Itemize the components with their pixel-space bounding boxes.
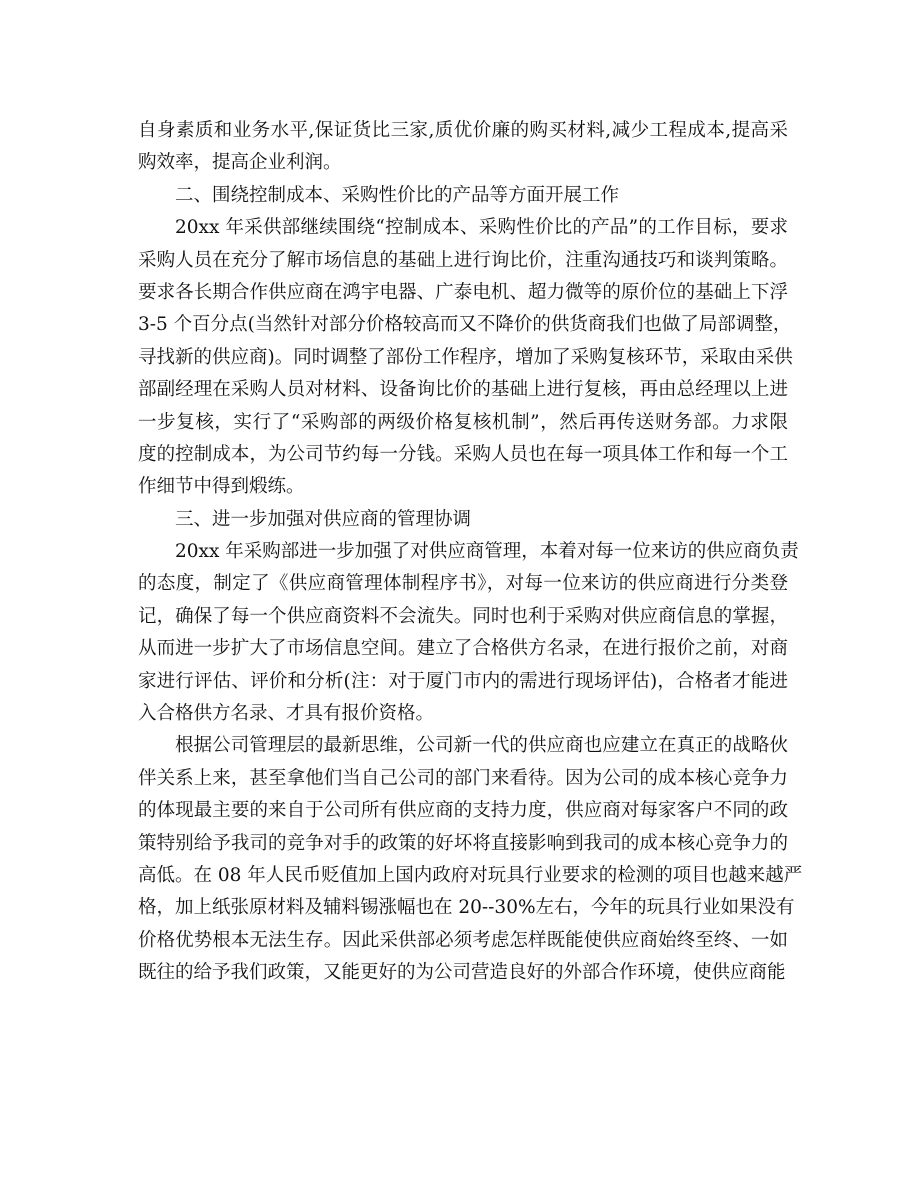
- text-line: 既往的给予我们政策，又能更好的为公司营造良好的外部合作环境，使供应商能: [138, 962, 786, 984]
- text-line: 家进行评估、评价和分析(注：对于厦门市内的需进行现场评估)，合格者才能进: [138, 670, 788, 692]
- text-line: 从而进一步扩大了市场信息空间。建立了合格供方名录，在进行报价之前，对商: [138, 638, 788, 660]
- section-heading: [138, 504, 788, 536]
- text-line: 的体现最主要的来自于公司所有供应商的支持力度，供应商对每家客户不同的政: [138, 800, 788, 822]
- text-line: 寻找新的供应商)。同时调整了部份工作程序，增加了采购复核环节，采取由采供: [138, 346, 793, 368]
- text-line: 高低。在 08 年人民币贬值加上国内政府对玩具行业要求的检测的项目也越来越严: [138, 864, 803, 886]
- text-line: 策特别给予我司的竞争对手的政策的好坏将直接影响到我司的成本核心竞争力的: [138, 832, 788, 854]
- text-line: 自身素质和业务水平,保证货比三家,质优价廉的购买材料,减少工程成本,提高采: [138, 120, 788, 141]
- paragraph: [138, 536, 799, 730]
- text-line: 部副经理在采购人员对材料、设备询比价的基础上进行复核，再由总经理以上进: [138, 379, 788, 401]
- text-line: 20xx 年采供部继续围绕“控制成本、采购性价比的产品”的工作目标，要求: [175, 217, 788, 239]
- document-body: [138, 115, 803, 990]
- text-line: 采购人员在充分了解市场信息的基础上进行询比价，注重沟通技巧和谈判策略。: [138, 249, 788, 271]
- paragraph: [138, 730, 803, 989]
- paragraph: [138, 115, 788, 180]
- text-line: 伴关系上来，甚至拿他们当自己公司的部门来看待。因为公司的成本核心竞争力: [138, 767, 788, 789]
- paragraph: [138, 212, 793, 504]
- text-line: 三、进一步加强对供应商的管理协调: [175, 508, 472, 530]
- section-heading: [138, 180, 788, 212]
- text-line: 格，加上纸张原材料及辅料锡涨幅也在 20--30%左右，今年的玩具行业如果没有: [138, 897, 795, 919]
- text-line: 根据公司管理层的最新思维，公司新一代的供应商也应建立在真正的战略伙: [175, 735, 788, 757]
- text-line: 要求各长期合作供应商在鸿宇电器、广泰电机、超力微等的原价位的基础上下浮: [138, 281, 788, 303]
- text-line: 度的控制成本，为公司节约每一分钱。采购人员也在每一项具体工作和每一个工: [138, 443, 788, 465]
- text-line: 20xx 年采购部进一步加强了对供应商管理，本着对每一位来访的供应商负责: [175, 541, 799, 563]
- text-line: 购效率，提高企业利润。: [138, 152, 342, 174]
- text-line: 记，确保了每一个供应商资料不会流失。同时也利于采购对供应商信息的掌握，: [138, 605, 788, 627]
- text-line: 二、围绕控制成本、采购性价比的产品等方面开展工作: [175, 184, 620, 206]
- text-line: 入合格供方名录、才具有报价资格。: [138, 703, 435, 725]
- text-line: 价格优势根本无法生存。因此采供部必须考虑怎样既能使供应商始终至终、一如: [138, 929, 788, 951]
- text-line: 3-5 个百分点(当然针对部分价格较高而又不降价的供货商我们也做了局部调整，: [138, 314, 792, 336]
- text-line: 一步复核，实行了“采购部的两级价格复核机制”，然后再传送财务部。力求限: [138, 411, 788, 433]
- text-line: 作细节中得到煅练。: [138, 476, 305, 498]
- text-line: 的态度，制定了《供应商管理体制程序书》，对每一位来访的供应商进行分类登: [138, 573, 788, 595]
